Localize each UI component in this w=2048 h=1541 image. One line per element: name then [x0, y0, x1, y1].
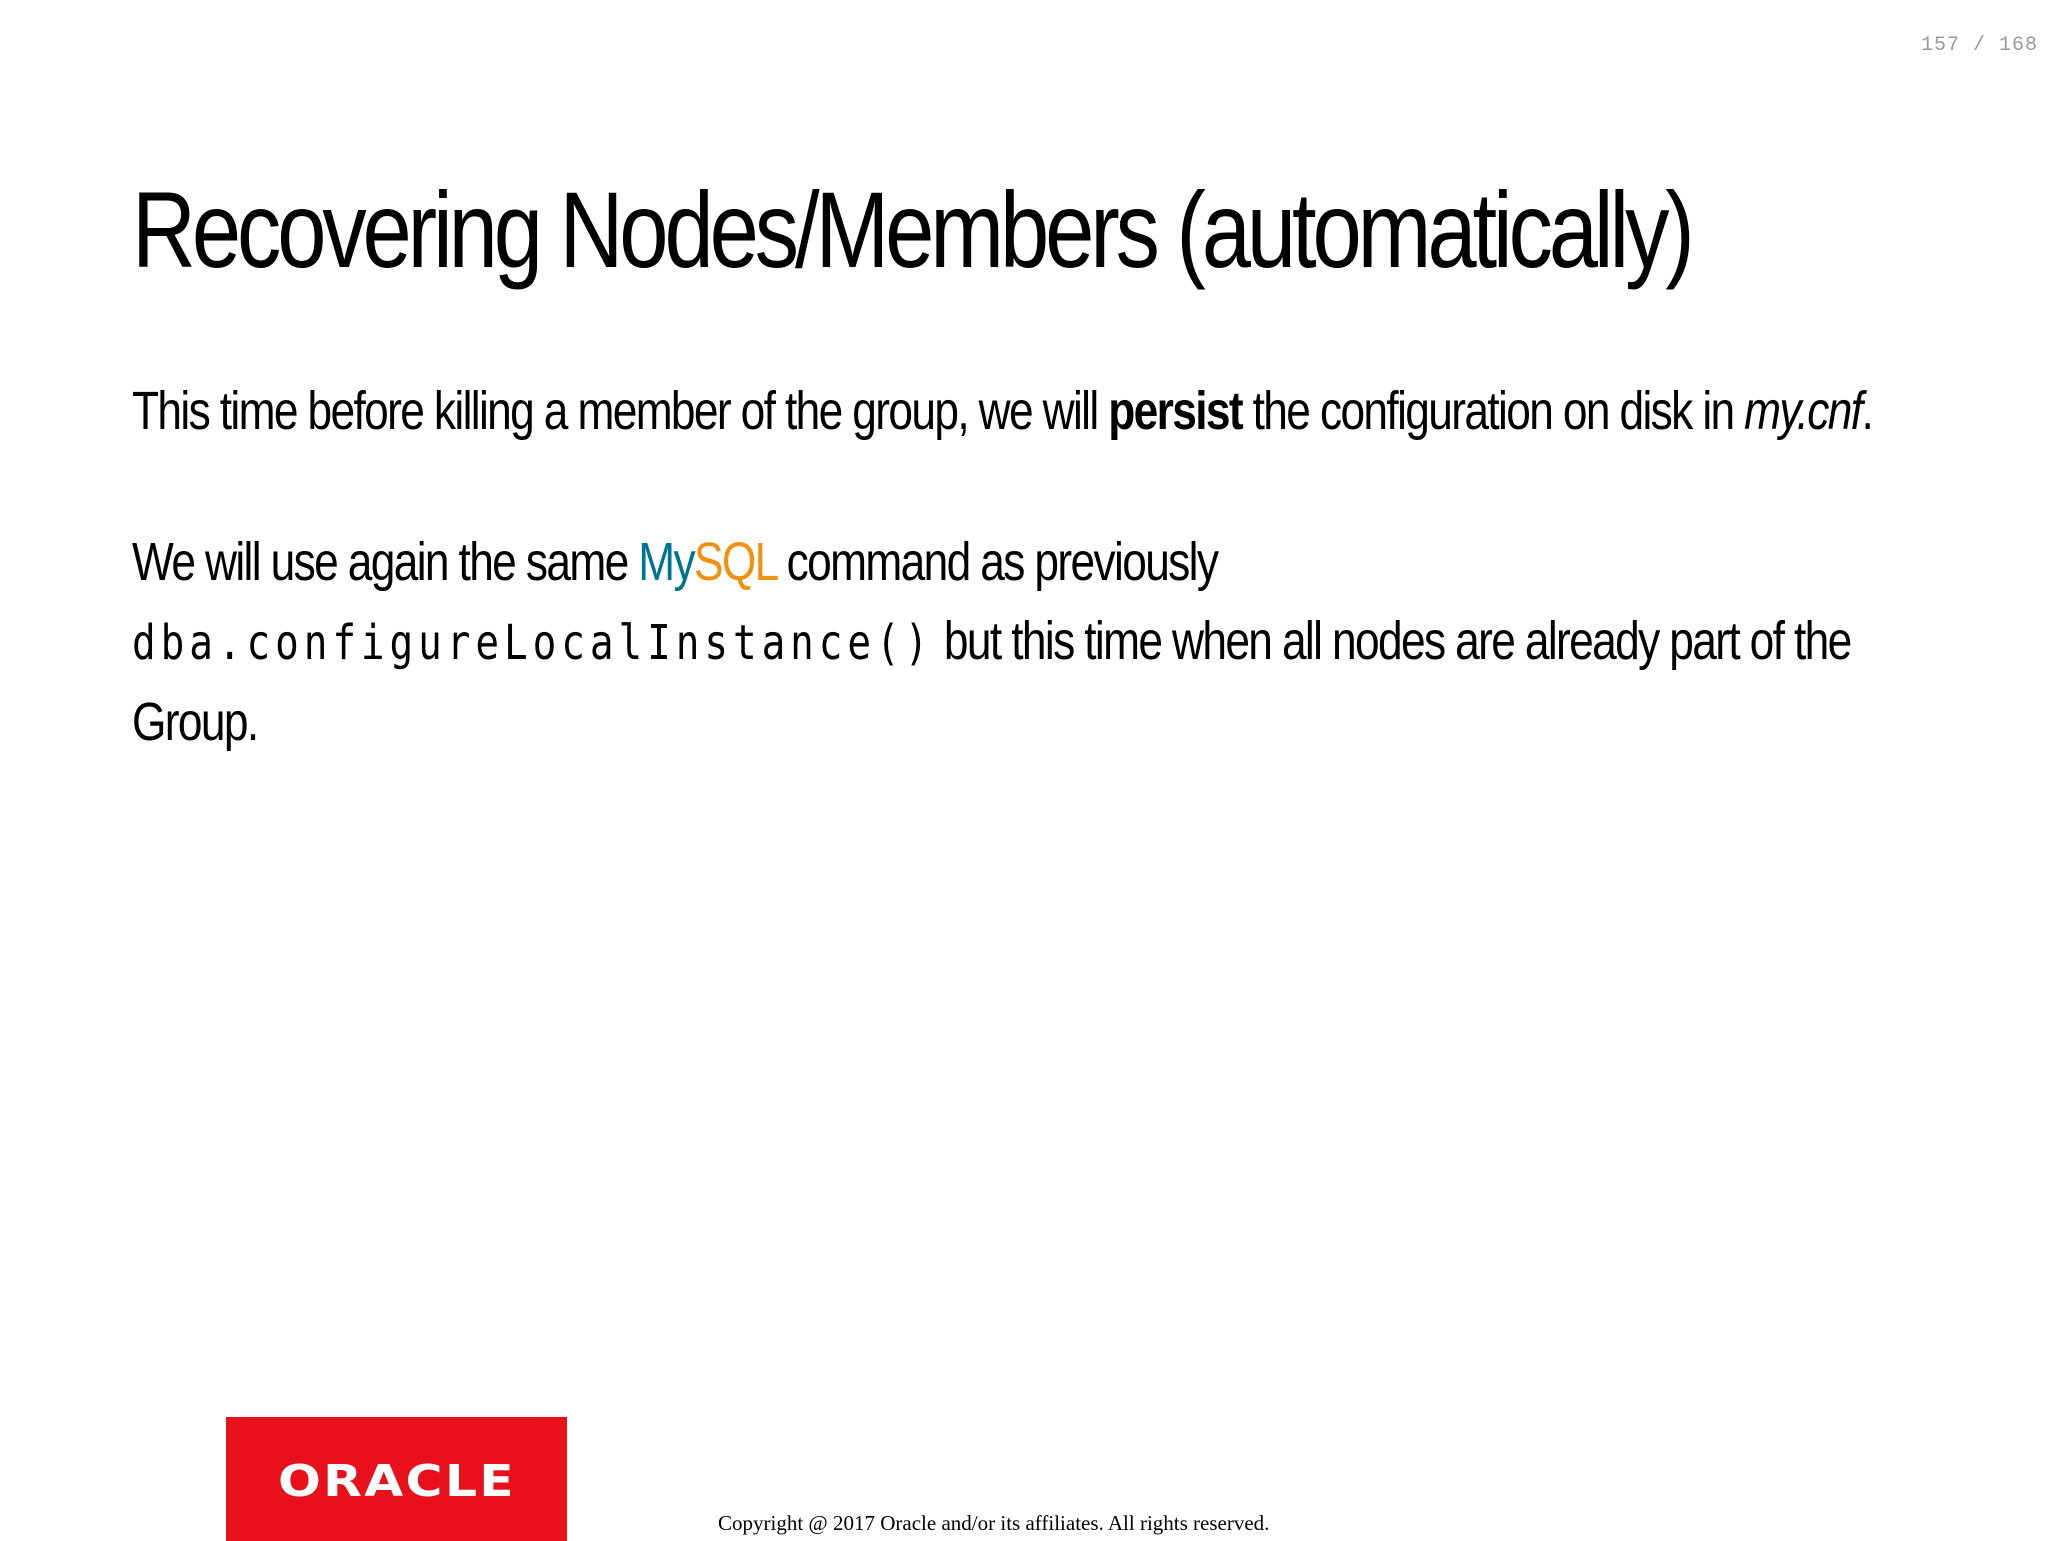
mysql-brand-my: My: [638, 532, 694, 592]
filename-mycnf: my.cnf: [1744, 381, 1862, 441]
oracle-logo-wordmark: [267, 1454, 527, 1504]
paragraph-text: We will use again the same: [132, 532, 639, 592]
paragraph-text: .: [1861, 381, 1873, 441]
copyright-notice: Copyright @ 2017 Oracle and/or its affiliates. All rights reserved.: [718, 1511, 1270, 1535]
oracle-logo-text: ORACLE: [277, 1456, 516, 1504]
paragraph-text: command as previously: [776, 532, 1218, 592]
slide-title: Recovering Nodes/Members (automatically): [132, 169, 1691, 290]
paragraph-persist-config: [132, 372, 1969, 451]
emphasis-persist: persist: [1108, 381, 1242, 441]
mysql-brand: [638, 532, 776, 592]
paragraph-configure-command: [132, 523, 1969, 762]
code-configure-local-instance: dba.configureLocalInstance(): [132, 615, 934, 671]
oracle-logo: [226, 1417, 567, 1541]
slide-counter: 157 / 168: [1920, 34, 2038, 57]
mysql-brand-sql: SQL: [693, 532, 777, 592]
paragraph-text: the configuration on disk in: [1241, 381, 1745, 441]
slide-content: [132, 372, 2012, 762]
paragraph-text: This time before killing a member of the group, we will: [132, 381, 1109, 441]
paragraph-text: but this time when all nodes are already part of the Group.: [132, 611, 1851, 752]
